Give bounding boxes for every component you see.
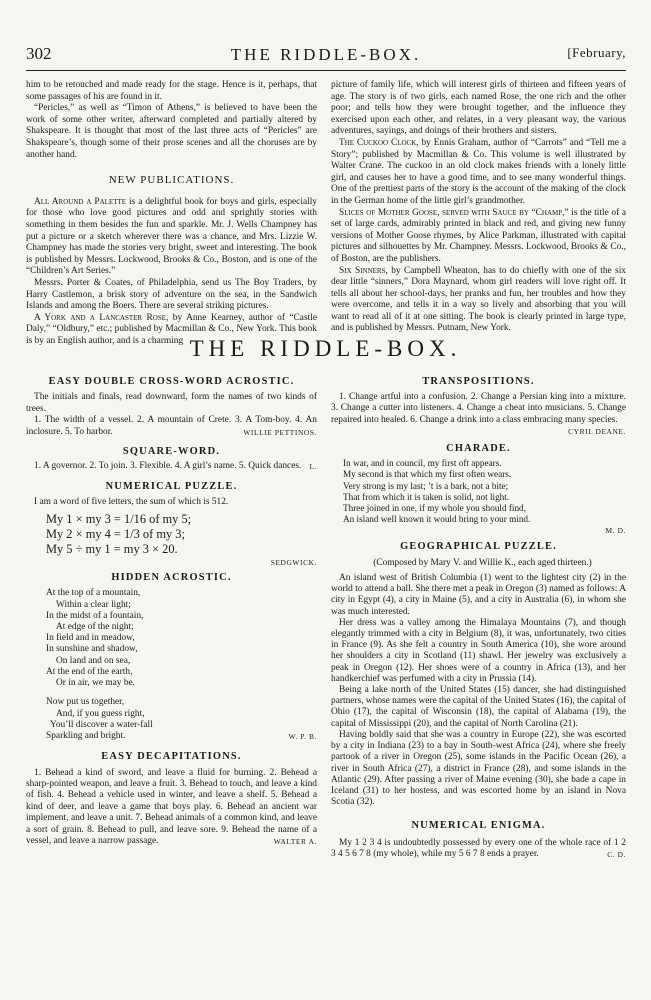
paragraph: All Around a Palette is a delightful book for boys and girls, especially for those who love good pictures and odd and sprightly stories with something in them besides the fun and sparkle. Mr. J. Wells Champney has put a picture or a sketch wherever there was a chance, and Mrs. Lizzie W. Champney has made the stories very bright, sweet and interesting. The book is published by Messrs. Lockwood, Brooks & Co., Boston, and is one of the “Children’s Art Series.” <box>26 196 317 277</box>
signature: M. D. <box>605 526 626 536</box>
puzzle-clues: 1. A governor. 2. To join. 3. Flexible. 4. A girl’s name. 5. Quick dances. L. <box>34 461 317 472</box>
verse-line: In sunshine and shadow, <box>46 644 138 655</box>
verse-line: Three joined in one, if my whole you should find, <box>343 503 526 514</box>
top-left-column <box>26 80 317 347</box>
verse-line: Or in air, we may be. <box>56 678 136 689</box>
section-title: NEW PUBLICATIONS. <box>108 174 235 187</box>
puzzle-decapitations <box>26 751 317 847</box>
verse-line: At the top of a mountain, <box>46 588 141 599</box>
signature: CYRIL DEANE. <box>568 426 626 436</box>
puzzle-title: SQUARE-WORD. <box>122 446 221 458</box>
puzzles-left-column <box>26 376 317 847</box>
verse-line: And, if you guess right, <box>56 708 145 719</box>
signature: W. P. B. <box>288 731 317 741</box>
puzzle-acrostic <box>26 376 317 438</box>
verse-line: Now put us together, <box>46 697 125 708</box>
signature: C. D. <box>607 849 626 859</box>
puzzle-title: EASY DECAPITATIONS. <box>101 751 242 763</box>
puzzle-title: GEOGRAPHICAL PUZZLE. <box>400 540 557 552</box>
page-number: 302 <box>26 44 52 63</box>
puzzle-charade <box>331 443 626 537</box>
puzzle-clues: 1. The width of a vessel. 2. A mountain of Crete. 3. A Tom-boy. 4. An inclosure. 5. To harbor. WILLIE PETTINOS. <box>26 415 317 437</box>
puzzle-transpositions <box>331 376 626 437</box>
paragraph: An island west of British Columbia (1) went to the lightest city (2) in the world to attend a ball. She there met a peak in Oregon (3) named as follows: A city in Egypt (4), a city in Maine (5), and a city in Australia (6), in whom she was much interested. <box>331 573 626 617</box>
puzzle-numerical <box>26 481 317 568</box>
paragraph: Being a lake north of the United States (15) dancer, she had distinguished partners, whose names were the capital of the United States (16), the capital of Ohio (17), the capital of Wisconsin (18), the capital of Alabama (19), the capital of Mississippi (20), and the capital of North Carolina (21). <box>331 685 626 729</box>
signature: WILLIE PETTINOS. <box>243 427 317 437</box>
paragraph: picture of family life, which will interest girls of thirteen and fifteen years of age. The story is of two girls, each named Rose, the one rich and the other poor; and tells how they were brought together, and the influence they exercised upon each other, and relates, in a very pleasant way, the various adventures, sayings, and doings of their brothers and sisters. <box>331 80 626 137</box>
book-title: Slices of Mother Goose, served with Sauce by “Champ,” <box>339 207 569 218</box>
signature: L. <box>309 462 317 472</box>
puzzle-intro: I am a word of five letters, the sum of which is 512. <box>34 497 229 508</box>
puzzle-title: CHARADE. <box>446 443 511 455</box>
puzzle-title: NUMERICAL PUZZLE. <box>105 480 238 492</box>
running-month: [February, <box>567 45 626 60</box>
puzzle-clues: My 1 2 3 4 is undoubtedly possessed by every one of the whole race of 1 2 3 4 5 6 7 8 (my whole), while my 5 6 7 8 ends a prayer. C. D. <box>331 837 626 859</box>
verse-line: Very strong is my last; ’t is a bark, not a bite; <box>343 480 509 491</box>
book-title: The Cuckoo Clock, <box>339 137 419 148</box>
paragraph: A York and a Lancaster Rose, by Anne Kearney, author of “Castle Daly,” “Oldbury,” etc.; published by Macmillan & Co., New York. This book is by an English author, and is a charming <box>26 312 317 346</box>
equation-line: My 1 × my 3 = 1/16 of my 5; <box>46 511 192 526</box>
riddle-box-title: THE RIDDLE-BOX. <box>189 336 462 361</box>
signature: WALTER A. <box>273 836 317 846</box>
puzzle-clues: 1. Behead a kind of sword, and leave a fluid for burning. 2. Behead a sharp-pointed weapon, and leave a fruit. 3. Behead to touch, and leave a kind of fish. 4. Behead a vehicle used in winter, and leave a shelf. 5. Behead a kind of deer, and leave a game that boys play. 6. Behead an ancient war implement, and leave a unit. 7. Behead animals of a common kind, and leave a sort of grain. 8. Behead to pull, and leave sore. 9. Behead the name of a vessel, and leave a narrow passage. WALTER A. <box>26 767 317 846</box>
puzzles-right-column <box>331 376 626 860</box>
verse-line: An island well known it would bring to your mind. <box>343 514 531 525</box>
puzzle-geographical <box>331 541 626 809</box>
paragraph: Slices of Mother Goose, served with Sauce by “Champ,” is the title of a set of large cards, admirably printed in black and red, and giving new funny versions of Mother Goose rhymes, by Alice Parkman, illustrated with capital pictures and silhouettes by Mr. Champney. Messrs. Lockwood, Brooks & Co., of Boston, are the publishers. <box>331 207 626 264</box>
header-rule <box>26 70 626 71</box>
book-title: All Around a Palette <box>34 196 127 207</box>
equations <box>26 512 317 557</box>
verse-line: At edge of the night; <box>56 622 134 633</box>
verse-line: You’ll discover a water-fall <box>50 719 153 730</box>
puzzle-title: TRANSPOSITIONS. <box>422 376 535 387</box>
paragraph: Six Sinners, by Campbell Wheaton, has to do chiefly with one of the six dear little “sinners,” Dora Maynard, whom girl readers will love right off. It tells all about her school-days, her pranks and fun, her troubles and how they were overcome, and tells it in a way so lively and absorbing that you will want to read all of it at one sitting. The book is clearly printed in large type, and is published by Messrs. Putnam, New York. <box>331 265 626 334</box>
book-title: Six Sinners, <box>339 265 388 276</box>
puzzle-square-word <box>26 446 317 473</box>
verse <box>26 588 317 742</box>
verse-line: In the midst of a fountain, <box>46 610 144 621</box>
puzzle-title: HIDDEN ACROSTIC. <box>111 572 232 584</box>
signature: SEDGWICK. <box>270 557 317 567</box>
paragraph: The Cuckoo Clock, by Ennis Graham, author of “Carrots” and “Tell me a Story”; published by Macmillan & Co. This volume is well illustrated by Walter Crane. The cuckoo in an old clock makes friends with a lonely little girl, and causes her to have a good time, and to see many wonderful things. One of the prettiest parts of the story is the account of the making of the clock in the German home of the little girl’s grandmother. <box>331 137 626 206</box>
puzzle-numerical-enigma <box>331 820 626 860</box>
puzzle-subtitle: (Composed by Mary V. and Willie K., each aged thirteen.) <box>373 557 592 568</box>
puzzle-hidden-acrostic <box>26 572 317 742</box>
verse-line: At the end of the earth, <box>46 666 133 677</box>
verse <box>331 458 626 536</box>
running-title: THE RIDDLE-BOX. <box>230 45 422 64</box>
puzzle-clues: 1. Change artful into a confusion. 2. Change a Persian king into a mixture. 3. Change a cutter into listeners. 4. Change a cheat into musicians. 5. Change repaired into healed. 6. Change a drink into a class embracing many species. CYRIL DEANE. <box>331 392 626 436</box>
verse-line: Sparkling and bright. W. P. B. <box>46 730 317 741</box>
puzzle-intro: The initials and finals, read downward, form the names of two kinds of trees. <box>26 392 317 414</box>
verse-line: In field and in meadow, <box>46 633 135 644</box>
verse-line: That from which it is taken is solid, not light. <box>343 491 510 502</box>
paragraph: him to be retouched and made ready for the stage. Hence is it, perhaps, that some passages of his are found in it. <box>26 80 317 102</box>
paragraph: “Pericles,” as well as “Timon of Athens,” is believed to have been the work of some other writer, afterward completed and partially altered by Shakspeare. It is thought that most of the last three acts of “Pericles” are Shakspeare’s, though some of their prose scenes and all the choruses are by another hand. <box>26 103 317 160</box>
book-title: A York and a Lancaster Rose, <box>34 312 169 323</box>
verse-line: On land and on sea, <box>56 655 131 666</box>
top-right-column <box>331 80 626 335</box>
paragraph: Messrs. Porter & Coates, of Philadelphia, send us The Boy Traders, by Harry Castlemon, a brisk story of adventure on the sea, in the Sandwich Islands and among the Boers. There are several striking pictures. <box>26 277 317 312</box>
running-header <box>26 44 626 68</box>
verse-line: Within a clear light; <box>56 599 131 610</box>
paragraph: Having boldly said that she was a country in Europe (22), she was escorted by a city in Indiana (23) to a bay in South-west Africa (24), where she freely partook of a river in Oregon (25), some islands in the Pacific Ocean (26), a river in South Africa (27), a district in France (28), and some islands in the Atlantic (29). After passing a river of Maine evening (30), she bade a cape in Iceland (31) to her hostess, and was escorted home by an island in Nova Scotia (32). <box>331 729 626 808</box>
paragraph: Her dress was a valley among the Himalaya Mountains (7), and though elegantly trimmed with a city in Belgium (8), it was, unfortunately, two cities in France (9). As she felt a country in South America (10), she wore around her shoulders a city in Scotland (11) shawl. Her jewelry was exclusively a peak in Oregon (12). Her shoes were of a country in Africa (13), and her handkerchief was perfumed with a city in Prussia (14). <box>331 617 626 684</box>
puzzle-title: NUMERICAL ENIGMA. <box>411 820 546 832</box>
verse-line: My second is that which my first often wears. <box>343 469 512 480</box>
equation-line: My 5 ÷ my 1 = my 3 × 20. <box>46 541 178 556</box>
puzzle-title: EASY DOUBLE CROSS-WORD ACROSTIC. <box>48 376 295 387</box>
verse-line: In war, and in council, my first oft appears. <box>343 458 502 469</box>
equation-line: My 2 × my 4 = 1/3 of my 3; <box>46 526 185 541</box>
